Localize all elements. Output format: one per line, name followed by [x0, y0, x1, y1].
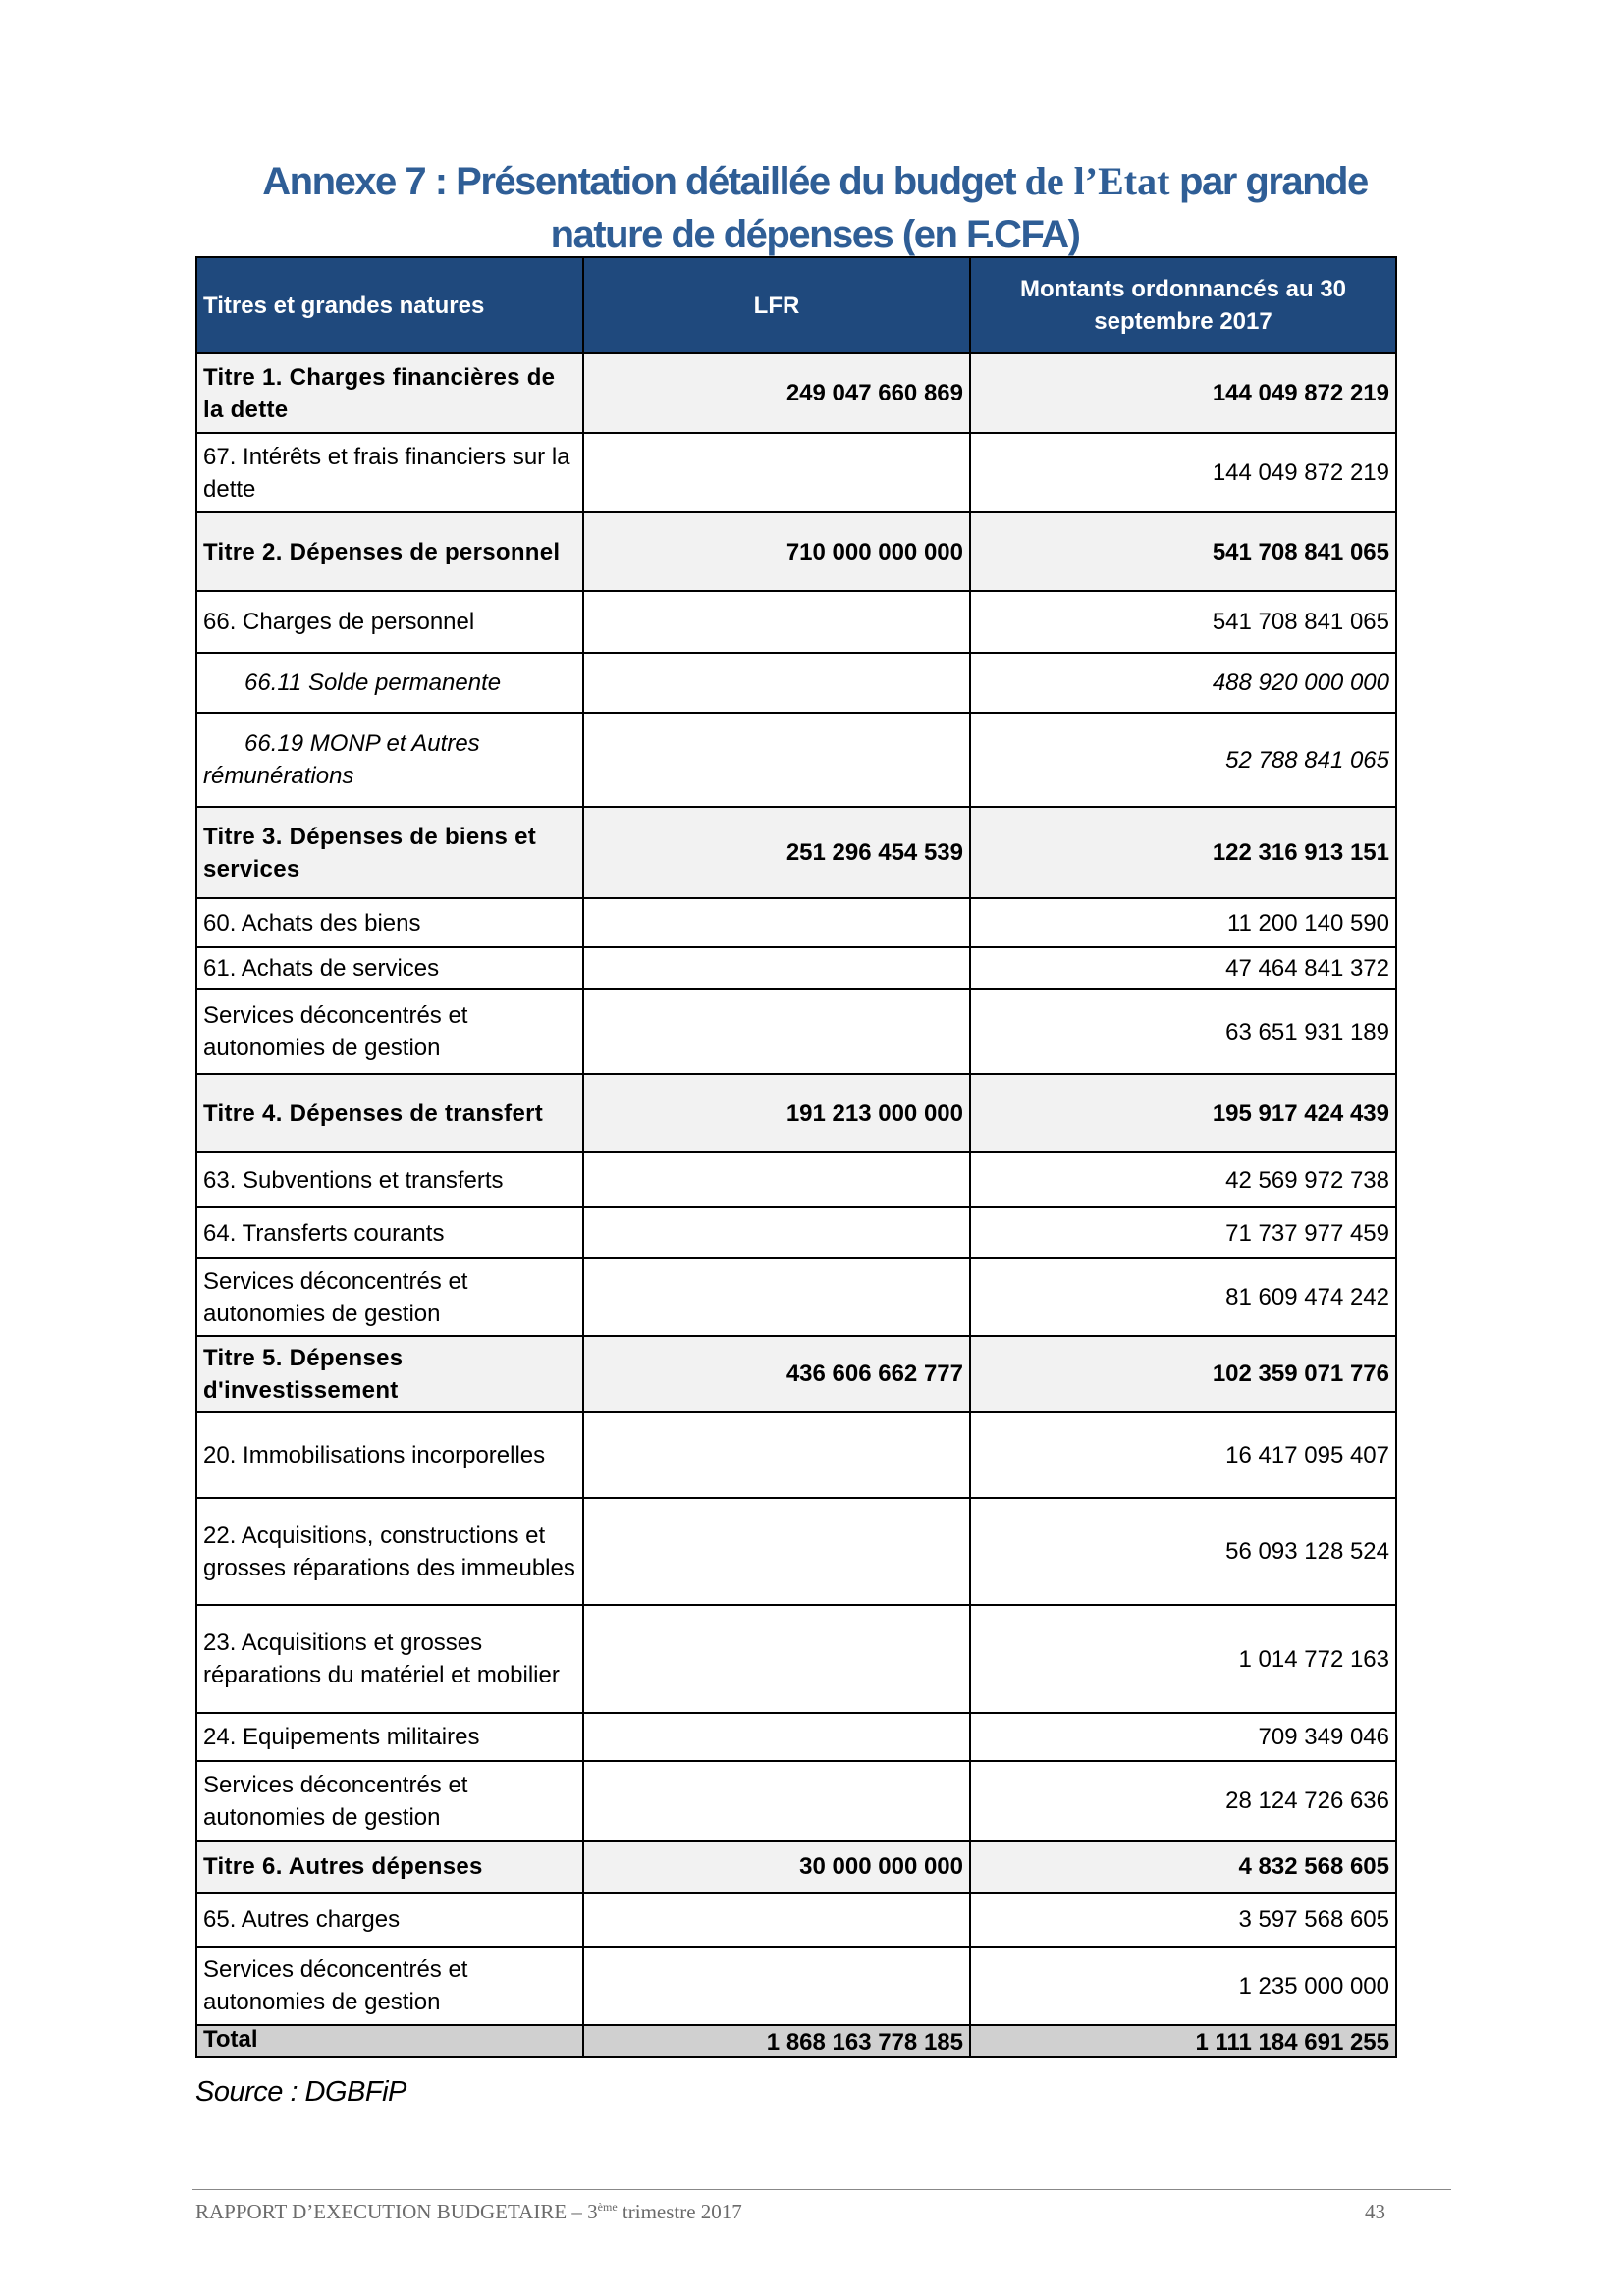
- row-montant: 1 235 000 000: [970, 1947, 1396, 2025]
- row-label: 65. Autres charges: [196, 1893, 583, 1947]
- row-lfr: [583, 1412, 970, 1498]
- row-montant: 28 124 726 636: [970, 1761, 1396, 1841]
- row-lfr: 191 213 000 000: [583, 1074, 970, 1152]
- row-label: Titre 6. Autres dépenses: [196, 1841, 583, 1893]
- row-lfr: 251 296 454 539: [583, 807, 970, 898]
- row-montant: 709 349 046: [970, 1713, 1396, 1761]
- row-label: Titre 1. Charges financières de la dette: [196, 353, 583, 433]
- row-label: 22. Acquisitions, constructions et grosses réparations des immeubles: [196, 1498, 583, 1605]
- row-lfr: [583, 1947, 970, 2025]
- row-label: 23. Acquisitions et grosses réparations du matériel et mobilier: [196, 1605, 583, 1713]
- row-label: 66. Charges de personnel: [196, 591, 583, 653]
- row-label: Titre 5. Dépenses d'investissement: [196, 1336, 583, 1412]
- header-lfr: LFR: [583, 257, 970, 353]
- row-label: 61. Achats de services: [196, 947, 583, 989]
- row-lfr: [583, 653, 970, 713]
- table-row: [196, 1074, 1396, 1152]
- budget-table: [195, 256, 1397, 2058]
- row-montant: 541 708 841 065: [970, 591, 1396, 653]
- row-lfr: [583, 1258, 970, 1336]
- table-row: [196, 713, 1396, 807]
- row-label: Titre 3. Dépenses de biens et services: [196, 807, 583, 898]
- row-lfr: [583, 1207, 970, 1258]
- row-label: Services déconcentrés et autonomies de gestion: [196, 1258, 583, 1336]
- row-label: 63. Subventions et transferts: [196, 1152, 583, 1207]
- total-row: [196, 2025, 1396, 2057]
- row-montant: 63 651 931 189: [970, 989, 1396, 1074]
- row-label: 67. Intérêts et frais financiers sur la dette: [196, 433, 583, 512]
- total-montant: 1 111 184 691 255: [970, 2025, 1396, 2057]
- row-montant: 195 917 424 439: [970, 1074, 1396, 1152]
- total-lfr: 1 868 163 778 185: [583, 2025, 970, 2057]
- row-lfr: [583, 1152, 970, 1207]
- row-label: 20. Immobilisations incorporelles: [196, 1412, 583, 1498]
- row-montant: 81 609 474 242: [970, 1258, 1396, 1336]
- row-label: Services déconcentrés et autonomies de gestion: [196, 989, 583, 1074]
- row-montant: 488 920 000 000: [970, 653, 1396, 713]
- page-footer: [195, 2200, 1385, 2224]
- row-montant: 4 832 568 605: [970, 1841, 1396, 1893]
- table-row: [196, 1152, 1396, 1207]
- row-montant: 56 093 128 524: [970, 1498, 1396, 1605]
- row-montant: 144 049 872 219: [970, 353, 1396, 433]
- row-montant: 42 569 972 738: [970, 1152, 1396, 1207]
- row-lfr: [583, 989, 970, 1074]
- row-label: [196, 713, 583, 807]
- row-montant: 47 464 841 372: [970, 947, 1396, 989]
- table-row: [196, 591, 1396, 653]
- row-lfr: [583, 1498, 970, 1605]
- footer-superscript: ème: [597, 2200, 618, 2214]
- table-row: [196, 807, 1396, 898]
- row-label: 64. Transferts courants: [196, 1207, 583, 1258]
- table-row: [196, 898, 1396, 947]
- title-part3: par grande: [1169, 160, 1368, 203]
- title-line2: nature de dépenses (en F.CFA): [550, 213, 1080, 256]
- table-row: [196, 947, 1396, 989]
- row-label: 60. Achats des biens: [196, 898, 583, 947]
- row-lfr: 249 047 660 869: [583, 353, 970, 433]
- row-lfr: [583, 713, 970, 807]
- table-row: [196, 1258, 1396, 1336]
- footer-divider: [192, 2189, 1451, 2190]
- row-lfr: 30 000 000 000: [583, 1841, 970, 1893]
- row-label: Titre 4. Dépenses de transfert: [196, 1074, 583, 1152]
- table-row: [196, 1207, 1396, 1258]
- row-montant: 541 708 841 065: [970, 512, 1396, 591]
- row-montant: 102 359 071 776: [970, 1336, 1396, 1412]
- row-lfr: [583, 1893, 970, 1947]
- table-row: [196, 1412, 1396, 1498]
- title-part2: de l’Etat: [1024, 159, 1170, 203]
- table-row: [196, 353, 1396, 433]
- table-row: [196, 989, 1396, 1074]
- row-lfr: 710 000 000 000: [583, 512, 970, 591]
- table-row: [196, 1841, 1396, 1893]
- row-montant: 52 788 841 065: [970, 713, 1396, 807]
- row-montant: 71 737 977 459: [970, 1207, 1396, 1258]
- total-label: Total: [196, 2025, 583, 2057]
- row-montant: 16 417 095 407: [970, 1412, 1396, 1498]
- source-note: Source : DGBFiP: [195, 2076, 406, 2108]
- table-row: [196, 1336, 1396, 1412]
- table-row: [196, 433, 1396, 512]
- table-row: [196, 1605, 1396, 1713]
- row-lfr: [583, 1605, 970, 1713]
- table-row: [196, 1713, 1396, 1761]
- footer-text-after: trimestre 2017: [617, 2200, 742, 2223]
- row-montant: 3 597 568 605: [970, 1893, 1396, 1947]
- title-part1: Annexe 7 : Présentation détaillée du budget: [262, 160, 1025, 203]
- page-number: 43: [1365, 2200, 1385, 2223]
- table-row: [196, 653, 1396, 713]
- table-row: [196, 1761, 1396, 1841]
- row-lfr: [583, 433, 970, 512]
- row-montant: 11 200 140 590: [970, 898, 1396, 947]
- header-montants: Montants ordonnancés au 30 septembre 2017: [970, 257, 1396, 353]
- row-montant: 122 316 913 151: [970, 807, 1396, 898]
- row-lfr: [583, 591, 970, 653]
- row-lfr: [583, 947, 970, 989]
- table-row: [196, 1947, 1396, 2025]
- table-header-row: [196, 257, 1396, 353]
- table-row: [196, 512, 1396, 591]
- row-label-text: 66.11 Solde permanente: [244, 669, 502, 696]
- row-label: [196, 653, 583, 713]
- row-label: Services déconcentrés et autonomies de gestion: [196, 1761, 583, 1841]
- row-lfr: 436 606 662 777: [583, 1336, 970, 1412]
- row-label: Titre 2. Dépenses de personnel: [196, 512, 583, 591]
- row-lfr: [583, 1713, 970, 1761]
- table-row: [196, 1498, 1396, 1605]
- row-label: Services déconcentrés et autonomies de gestion: [196, 1947, 583, 2025]
- row-montant: 1 014 772 163: [970, 1605, 1396, 1713]
- row-lfr: [583, 898, 970, 947]
- footer-text-before: RAPPORT D’EXECUTION BUDGETAIRE – 3: [195, 2200, 598, 2223]
- page-title: [196, 155, 1434, 261]
- row-montant: 144 049 872 219: [970, 433, 1396, 512]
- row-label: 24. Equipements militaires: [196, 1713, 583, 1761]
- header-titres: Titres et grandes natures: [196, 257, 583, 353]
- row-lfr: [583, 1761, 970, 1841]
- table-row: [196, 1893, 1396, 1947]
- row-label-text: 66.19 MONP et Autres rémunérations: [203, 730, 480, 789]
